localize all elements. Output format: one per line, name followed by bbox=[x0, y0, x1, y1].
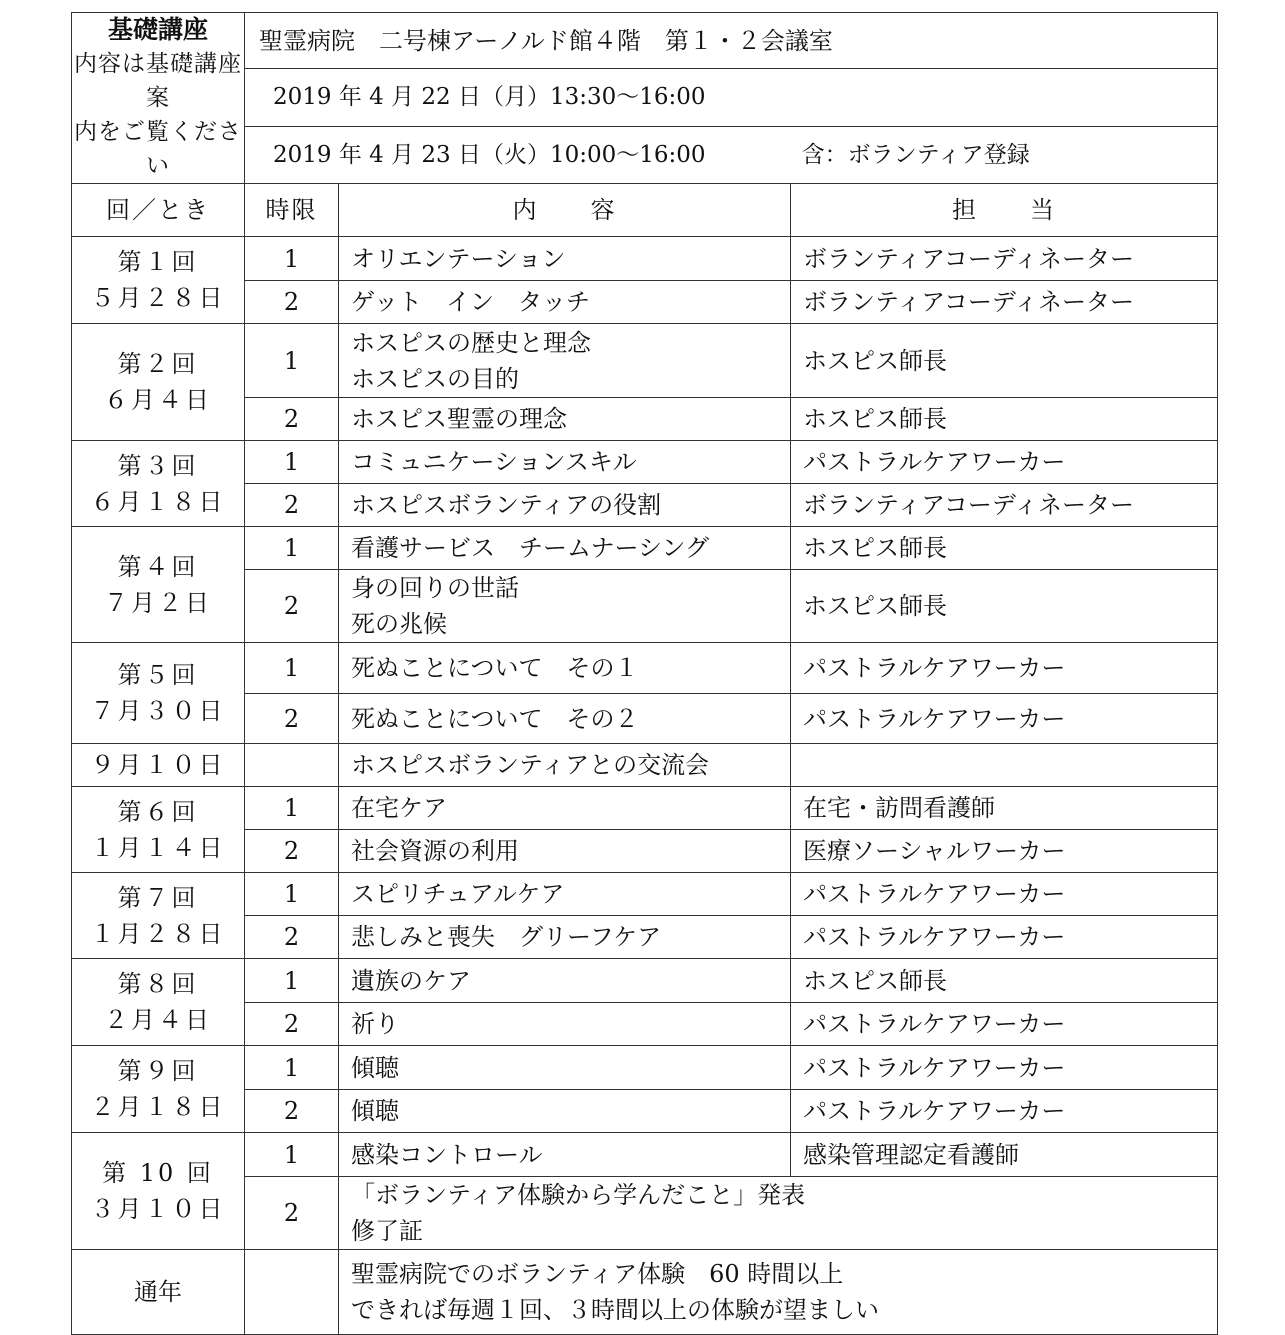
table-row bbox=[72, 643, 1218, 694]
content-cell bbox=[339, 643, 791, 694]
content-line-2: ホスピスの目的 bbox=[351, 364, 519, 393]
content-line: 感染コントロール bbox=[351, 1140, 543, 1169]
session-cell bbox=[72, 643, 245, 744]
session-date: ６月１８日 bbox=[90, 487, 226, 516]
content-line: スピリチュアルケア bbox=[351, 880, 565, 908]
column-header-session: 回／とき bbox=[72, 184, 245, 237]
period-cell: 2 bbox=[245, 484, 339, 527]
staff-cell: ホスピス師長 bbox=[791, 398, 1218, 441]
table-row bbox=[72, 959, 1218, 1003]
registration-note: 含：ボランティア登録 bbox=[801, 141, 1030, 168]
staff-cell: パストラルケアワーカー bbox=[791, 643, 1218, 694]
period-cell: 1 bbox=[245, 527, 339, 570]
staff-cell: ボランティアコーディネーター bbox=[791, 484, 1218, 527]
content-line: ホスピスボランティアの役割 bbox=[351, 491, 662, 519]
yearly-content-cell bbox=[339, 1250, 1218, 1335]
yearly-line2: できれば毎週１回、３時間以上の体験が望ましい bbox=[351, 1296, 879, 1324]
session-name: 第６回 bbox=[117, 797, 199, 826]
yearly-label: 通年 bbox=[72, 1250, 245, 1335]
course-note-line1: 内容は基礎講座案 bbox=[74, 51, 242, 111]
content-line: ホスピスボランティアとの交流会 bbox=[351, 751, 710, 779]
staff-cell: パストラルケアワーカー bbox=[791, 916, 1218, 959]
session-date: ７月２日 bbox=[104, 588, 212, 617]
date-first-day bbox=[245, 69, 1218, 126]
yearly-period-cell bbox=[245, 1250, 339, 1335]
content-cell bbox=[339, 441, 791, 484]
content-cell bbox=[339, 1003, 791, 1046]
content-line: 傾聴 bbox=[351, 1053, 399, 1082]
period-cell: 2 bbox=[245, 570, 339, 643]
content-cell bbox=[339, 1046, 791, 1090]
schedule-table bbox=[71, 12, 1218, 1335]
period-cell: 2 bbox=[245, 1177, 339, 1250]
content-line: 祈り bbox=[351, 1010, 399, 1038]
content-line: 死ぬことについて その２ bbox=[351, 704, 639, 733]
staff-cell: パストラルケアワーカー bbox=[791, 1003, 1218, 1046]
session-cell bbox=[72, 237, 245, 324]
session-date: ９月１０日 bbox=[90, 751, 226, 779]
session-name: 第７回 bbox=[117, 883, 199, 912]
period-cell: 2 bbox=[245, 1003, 339, 1046]
content-cell bbox=[339, 694, 791, 744]
venue: 聖霊病院 二号棟アーノルド館４階 第１・２会議室 bbox=[245, 13, 1218, 69]
staff-cell: ホスピス師長 bbox=[791, 324, 1218, 398]
table-row bbox=[72, 237, 1218, 281]
period-cell bbox=[245, 744, 339, 787]
content-cell bbox=[339, 916, 791, 959]
content-cell bbox=[339, 744, 791, 787]
content-line: オリエンテーション bbox=[351, 244, 566, 273]
session-cell bbox=[72, 441, 245, 527]
table-row bbox=[72, 787, 1218, 830]
staff-cell: ホスピス師長 bbox=[791, 527, 1218, 570]
staff-cell: 医療ソーシャルワーカー bbox=[791, 830, 1218, 873]
course-note-line2: 内をご覧ください bbox=[74, 119, 242, 179]
date-second-day bbox=[245, 126, 1218, 183]
session-name: 第９回 bbox=[117, 1057, 199, 1085]
content-line: ホスピス聖霊の理念 bbox=[351, 405, 567, 433]
session-cell bbox=[72, 1133, 245, 1250]
course-title: 基礎講座 bbox=[107, 15, 208, 44]
content-cell bbox=[339, 830, 791, 873]
content-line: 身の回りの世話 bbox=[351, 574, 519, 602]
period-cell: 1 bbox=[245, 324, 339, 398]
content-cell bbox=[339, 484, 791, 527]
session-cell bbox=[72, 1046, 245, 1133]
session-name: 第 10 回 bbox=[102, 1159, 214, 1187]
session-date: ７月３０日 bbox=[90, 697, 226, 725]
session-date: ３月１０日 bbox=[90, 1195, 226, 1223]
period-cell: 2 bbox=[245, 916, 339, 959]
content-cell bbox=[339, 1133, 791, 1177]
column-header-content: 内 容 bbox=[339, 184, 791, 237]
session-name: 第８回 bbox=[117, 970, 199, 998]
period-cell: 1 bbox=[245, 787, 339, 830]
period-cell: 1 bbox=[245, 237, 339, 281]
content-cell bbox=[339, 237, 791, 281]
content-cell bbox=[339, 398, 791, 441]
period-cell: 1 bbox=[245, 959, 339, 1003]
session-name: 第２回 bbox=[117, 350, 199, 378]
content-cell bbox=[339, 1090, 791, 1133]
table-row bbox=[72, 324, 1218, 398]
session-cell bbox=[72, 527, 245, 643]
session-name: 第３回 bbox=[117, 451, 199, 480]
yearly-line1: 聖霊病院でのボランティア体験 60 時間以上 bbox=[351, 1260, 844, 1288]
staff-cell: ホスピス師長 bbox=[791, 570, 1218, 643]
content-line: 社会資源の利用 bbox=[351, 837, 519, 865]
table-row bbox=[72, 1133, 1218, 1177]
staff-cell: ボランティアコーディネーター bbox=[791, 281, 1218, 324]
schedule-sheet bbox=[71, 12, 1217, 1335]
period-cell: 1 bbox=[245, 873, 339, 916]
content-line: 悲しみと喪失 グリーフケア bbox=[351, 923, 662, 951]
staff-cell: ホスピス師長 bbox=[791, 959, 1218, 1003]
content-line: ゲット イン タッチ bbox=[351, 288, 591, 316]
content-line: 遺族のケア bbox=[351, 966, 471, 995]
staff-cell bbox=[791, 744, 1218, 787]
session-date: ２月１８日 bbox=[90, 1093, 226, 1121]
content-line: ホスピスの歴史と理念 bbox=[351, 328, 591, 357]
session-date: １月１４日 bbox=[90, 833, 226, 862]
session-cell bbox=[72, 787, 245, 873]
period-cell: 1 bbox=[245, 1133, 339, 1177]
content-line: コミュニケーションスキル bbox=[351, 448, 637, 476]
session-cell bbox=[72, 744, 245, 787]
content-line: 在宅ケア bbox=[351, 794, 447, 822]
table-row bbox=[72, 527, 1218, 570]
content-line-2: 修了証 bbox=[351, 1217, 423, 1245]
period-cell: 2 bbox=[245, 694, 339, 744]
session-date: １月２８日 bbox=[90, 919, 226, 948]
staff-cell: パストラルケアワーカー bbox=[791, 873, 1218, 916]
session-cell bbox=[72, 873, 245, 959]
period-cell: 2 bbox=[245, 281, 339, 324]
date-second-day-text: 2019 年 4 月 23 日（火）10:00～16:00 bbox=[273, 141, 706, 168]
staff-cell: ボランティアコーディネーター bbox=[791, 237, 1218, 281]
content-cell bbox=[339, 281, 791, 324]
staff-cell: 在宅・訪問看護師 bbox=[791, 787, 1218, 830]
content-line-2: 死の兆候 bbox=[351, 610, 447, 638]
session-cell bbox=[72, 959, 245, 1046]
content-line: 傾聴 bbox=[351, 1097, 399, 1125]
staff-cell: パストラルケアワーカー bbox=[791, 1090, 1218, 1133]
session-date: ５月２８日 bbox=[90, 284, 226, 312]
table-row bbox=[72, 441, 1218, 484]
session-name: 第４回 bbox=[117, 552, 199, 581]
session-name: 第１回 bbox=[117, 248, 199, 276]
course-info-cell bbox=[72, 13, 245, 184]
session-name: 第５回 bbox=[117, 661, 199, 689]
staff-cell: パストラルケアワーカー bbox=[791, 694, 1218, 744]
period-cell: 2 bbox=[245, 398, 339, 441]
table-row bbox=[72, 744, 1218, 787]
period-cell: 2 bbox=[245, 830, 339, 873]
content-line: 看護サービス チームナーシング bbox=[351, 534, 709, 562]
period-cell: 1 bbox=[245, 1046, 339, 1090]
content-cell bbox=[339, 570, 791, 643]
content-cell bbox=[339, 959, 791, 1003]
content-cell bbox=[339, 527, 791, 570]
period-cell: 1 bbox=[245, 441, 339, 484]
staff-cell: 感染管理認定看護師 bbox=[791, 1133, 1218, 1177]
period-cell: 1 bbox=[245, 643, 339, 694]
session-date: ６月４日 bbox=[104, 386, 212, 414]
content-cell bbox=[339, 873, 791, 916]
content-cell bbox=[339, 324, 791, 398]
column-header-period: 時限 bbox=[245, 184, 339, 237]
yearly-row bbox=[72, 1250, 1218, 1335]
content-line: 「ボランティア体験から学んだこと」発表 bbox=[351, 1181, 806, 1209]
date-first-day-text: 2019 年 4 月 22 日（月）13:30～16:00 bbox=[273, 84, 706, 111]
staff-cell: パストラルケアワーカー bbox=[791, 1046, 1218, 1090]
table-row bbox=[72, 1046, 1218, 1090]
session-cell bbox=[72, 324, 245, 441]
content-cell bbox=[339, 1177, 1218, 1250]
content-line: 死ぬことについて その１ bbox=[351, 654, 639, 682]
period-cell: 2 bbox=[245, 1090, 339, 1133]
staff-cell: パストラルケアワーカー bbox=[791, 441, 1218, 484]
session-date: ２月４日 bbox=[104, 1006, 212, 1034]
column-header-staff: 担 当 bbox=[791, 184, 1218, 237]
table-row bbox=[72, 873, 1218, 916]
content-cell bbox=[339, 787, 791, 830]
